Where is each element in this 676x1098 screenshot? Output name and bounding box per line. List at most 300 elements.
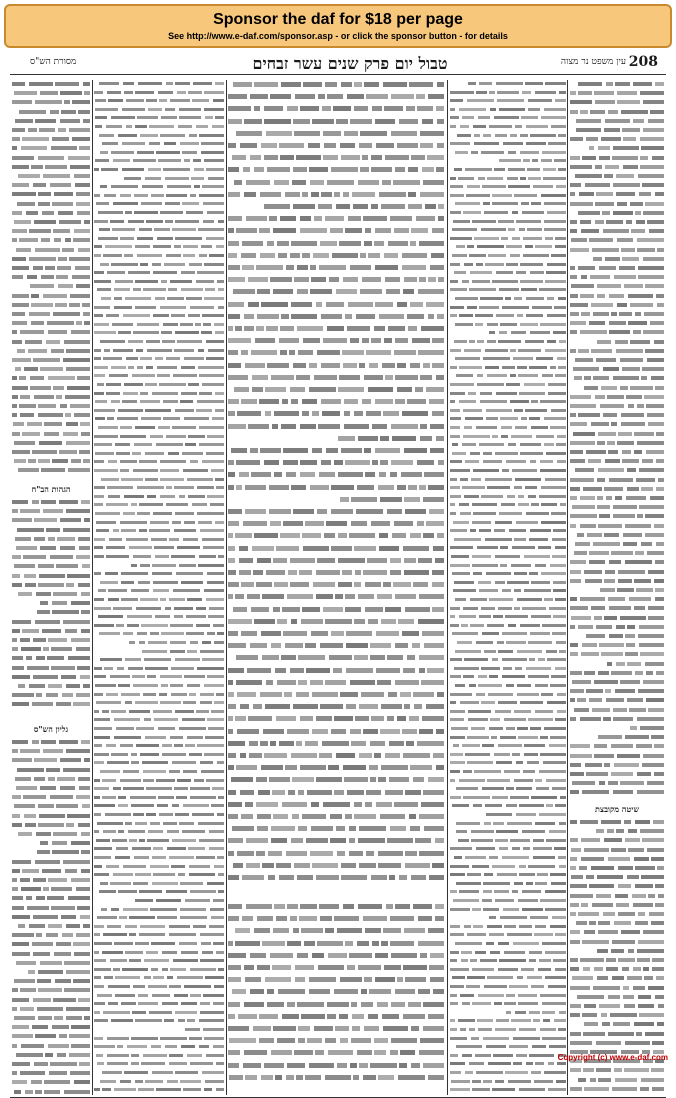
word-mark	[302, 253, 310, 258]
text-line	[450, 925, 566, 928]
word-mark	[626, 220, 632, 224]
word-mark	[112, 839, 127, 842]
word-mark	[644, 312, 664, 316]
word-mark	[264, 753, 287, 758]
word-mark	[531, 400, 538, 403]
word-mark	[179, 822, 194, 825]
word-mark	[228, 904, 242, 909]
text-line	[12, 211, 90, 215]
word-mark	[635, 820, 650, 824]
word-mark	[179, 727, 206, 730]
word-mark	[28, 128, 37, 132]
text-line	[450, 985, 566, 988]
word-mark	[657, 303, 664, 307]
text-line	[450, 968, 566, 971]
word-mark	[31, 294, 39, 298]
word-mark	[136, 727, 154, 730]
word-mark	[558, 366, 566, 369]
text-line	[228, 521, 444, 526]
word-mark	[99, 82, 119, 85]
word-mark	[12, 330, 17, 334]
word-mark	[646, 450, 664, 454]
word-mark	[265, 387, 286, 392]
word-mark	[305, 521, 324, 526]
word-mark	[276, 546, 299, 551]
word-mark	[329, 655, 352, 660]
word-mark	[40, 367, 63, 371]
text-line	[94, 314, 224, 317]
word-mark	[571, 284, 594, 288]
word-mark	[516, 761, 523, 764]
word-mark	[403, 289, 414, 294]
word-mark	[596, 1068, 611, 1072]
word-mark	[175, 82, 190, 85]
word-mark	[477, 383, 504, 386]
word-mark	[143, 770, 166, 773]
word-mark	[450, 1002, 458, 1005]
sponsor-banner[interactable]	[4, 4, 672, 48]
word-mark	[536, 787, 549, 790]
word-mark	[228, 814, 238, 819]
word-mark	[473, 469, 499, 472]
word-mark	[631, 229, 645, 233]
word-mark	[580, 220, 591, 224]
word-mark	[341, 82, 352, 87]
word-mark	[40, 786, 56, 790]
word-mark	[145, 1080, 163, 1083]
word-mark	[594, 754, 614, 758]
word-mark	[570, 838, 578, 842]
word-mark	[101, 478, 119, 481]
text-line	[12, 146, 90, 150]
text-line	[28, 970, 90, 974]
word-mark	[112, 323, 133, 326]
text-line	[450, 194, 566, 197]
word-mark	[300, 424, 316, 429]
word-mark	[358, 838, 385, 843]
word-mark	[331, 167, 358, 172]
word-mark	[94, 951, 99, 954]
word-mark	[74, 952, 90, 956]
word-mark	[408, 1002, 421, 1007]
word-mark	[12, 340, 22, 344]
word-mark	[33, 183, 46, 187]
word-mark	[198, 822, 224, 825]
word-mark	[622, 967, 629, 971]
word-mark	[359, 863, 376, 868]
word-mark	[200, 701, 212, 704]
word-mark	[162, 1002, 178, 1005]
sponsor-title[interactable]: Sponsor the daf for $18 per page	[213, 11, 463, 28]
word-mark	[25, 340, 42, 344]
word-mark	[34, 758, 57, 762]
word-mark	[495, 555, 520, 558]
text-line	[450, 185, 566, 188]
word-mark	[545, 280, 566, 283]
word-mark	[312, 692, 338, 697]
word-mark	[643, 100, 664, 104]
word-mark	[78, 777, 90, 781]
text-line	[94, 770, 224, 773]
word-mark	[241, 350, 248, 355]
word-mark	[256, 326, 264, 331]
word-mark	[653, 820, 664, 824]
word-mark	[570, 1032, 581, 1036]
word-mark	[454, 581, 474, 584]
word-mark	[471, 151, 478, 154]
word-mark	[246, 838, 268, 843]
word-mark	[502, 469, 509, 472]
word-mark	[450, 288, 467, 291]
word-mark	[297, 1002, 324, 1007]
word-mark	[67, 386, 90, 390]
word-mark	[170, 641, 186, 644]
word-mark	[363, 1075, 376, 1080]
text-line	[450, 469, 566, 472]
word-mark	[401, 472, 422, 477]
word-mark	[639, 625, 664, 629]
word-mark	[509, 529, 526, 532]
word-mark	[194, 185, 200, 188]
word-mark	[597, 875, 623, 879]
word-mark	[452, 572, 470, 575]
word-mark	[257, 965, 270, 970]
word-mark	[463, 796, 490, 799]
word-mark	[70, 294, 90, 298]
word-mark	[517, 693, 539, 696]
word-mark	[158, 159, 181, 162]
text-line	[570, 505, 664, 509]
word-mark	[287, 941, 301, 946]
word-mark	[196, 409, 212, 412]
word-mark	[276, 716, 296, 721]
word-mark	[641, 487, 653, 491]
word-mark	[102, 779, 116, 782]
word-mark	[251, 350, 277, 355]
text-line	[450, 116, 566, 119]
word-mark	[94, 503, 103, 506]
word-mark	[531, 581, 550, 584]
word-mark	[504, 951, 525, 954]
word-mark	[123, 787, 144, 790]
word-mark	[302, 411, 309, 416]
word-mark	[122, 142, 145, 145]
word-mark	[245, 485, 266, 490]
word-mark	[450, 529, 467, 532]
word-mark	[353, 204, 368, 209]
text-line	[228, 1050, 444, 1055]
word-mark	[204, 684, 224, 687]
word-mark	[416, 216, 435, 221]
word-mark	[172, 521, 181, 524]
word-mark	[517, 727, 528, 730]
text-line	[228, 485, 444, 490]
word-mark	[462, 744, 480, 747]
text-line	[94, 856, 224, 859]
text-line	[12, 1080, 90, 1084]
word-mark	[202, 314, 224, 317]
word-mark	[157, 237, 173, 240]
word-mark	[293, 509, 314, 514]
word-mark	[465, 460, 479, 463]
word-mark	[144, 959, 169, 962]
word-mark	[75, 183, 90, 187]
word-mark	[133, 684, 158, 687]
word-mark	[35, 248, 60, 252]
word-mark	[410, 826, 420, 831]
word-mark	[511, 331, 526, 334]
word-mark	[555, 667, 566, 670]
word-mark	[391, 131, 417, 136]
word-mark	[129, 641, 135, 644]
word-mark	[182, 452, 203, 455]
word-mark	[213, 899, 224, 902]
word-mark	[409, 82, 433, 87]
word-mark	[234, 387, 249, 392]
word-mark	[633, 967, 641, 971]
word-mark	[645, 533, 664, 537]
word-mark	[397, 716, 406, 721]
text-line	[94, 271, 224, 274]
word-mark	[321, 192, 332, 197]
word-mark	[615, 689, 635, 693]
word-mark	[383, 82, 407, 87]
word-mark	[463, 607, 478, 610]
word-mark	[395, 680, 419, 685]
word-mark	[302, 533, 321, 538]
word-mark	[392, 533, 406, 538]
text-line	[94, 134, 224, 137]
word-mark	[402, 253, 427, 258]
text-line	[570, 995, 664, 999]
text-line	[228, 241, 444, 246]
word-mark	[33, 998, 51, 1002]
word-mark	[374, 1038, 388, 1043]
word-mark	[410, 302, 423, 307]
word-mark	[191, 177, 204, 180]
word-mark	[105, 813, 131, 816]
word-mark	[450, 607, 460, 610]
word-mark	[504, 770, 520, 773]
word-mark	[477, 340, 484, 343]
word-mark	[382, 180, 391, 185]
word-mark	[524, 555, 550, 558]
word-mark	[522, 211, 544, 214]
word-mark	[121, 478, 143, 481]
word-mark	[96, 529, 109, 532]
word-mark	[467, 873, 481, 876]
gemara-column	[228, 80, 444, 895]
word-mark	[228, 472, 235, 477]
word-mark	[450, 624, 459, 627]
word-mark	[274, 472, 282, 477]
text-line	[570, 376, 664, 380]
word-mark	[179, 495, 185, 498]
word-mark	[489, 598, 513, 601]
word-mark	[578, 1078, 586, 1082]
word-mark	[580, 294, 594, 298]
word-mark	[601, 1013, 607, 1017]
word-mark	[94, 873, 109, 876]
word-mark	[628, 949, 634, 953]
word-mark	[560, 503, 566, 506]
word-mark	[310, 680, 323, 685]
word-mark	[259, 1038, 274, 1043]
word-mark	[78, 823, 90, 827]
word-mark	[169, 856, 194, 859]
text-line	[228, 216, 444, 221]
word-mark	[465, 753, 490, 756]
text-line	[94, 538, 224, 541]
word-mark	[483, 882, 510, 885]
word-mark	[423, 363, 430, 368]
word-mark	[613, 1022, 630, 1026]
text-line	[228, 143, 444, 148]
word-mark	[453, 589, 476, 592]
text-line	[593, 735, 664, 739]
word-mark	[570, 303, 588, 307]
word-mark	[12, 395, 18, 399]
word-mark	[167, 185, 191, 188]
word-mark	[343, 765, 366, 770]
text-line	[450, 598, 566, 601]
word-mark	[382, 363, 395, 368]
word-mark	[538, 658, 545, 661]
word-mark	[12, 693, 34, 697]
word-mark	[344, 411, 350, 416]
word-mark	[452, 976, 465, 979]
word-mark	[146, 951, 158, 954]
text-line	[228, 928, 444, 933]
word-mark	[374, 753, 381, 758]
word-mark	[604, 128, 620, 132]
word-mark	[546, 779, 566, 782]
word-mark	[114, 1088, 136, 1091]
word-mark	[312, 448, 322, 453]
word-mark	[501, 237, 508, 240]
word-mark	[156, 779, 175, 782]
word-mark	[127, 615, 152, 618]
word-mark	[214, 641, 224, 644]
word-mark	[403, 965, 427, 970]
word-mark	[54, 238, 61, 242]
word-mark	[199, 555, 216, 558]
word-mark	[570, 744, 590, 748]
word-mark	[20, 330, 44, 334]
word-mark	[479, 529, 491, 532]
word-mark	[73, 979, 90, 983]
word-mark	[172, 761, 196, 764]
word-mark	[450, 564, 470, 567]
word-mark	[288, 790, 295, 795]
word-mark	[618, 884, 631, 888]
word-mark	[172, 839, 196, 842]
word-mark	[643, 967, 649, 971]
word-mark	[487, 976, 513, 979]
text-line	[450, 521, 566, 524]
word-mark	[236, 680, 262, 685]
word-mark	[450, 701, 456, 704]
text-line	[94, 357, 224, 360]
word-mark	[462, 443, 476, 446]
word-mark	[96, 701, 121, 704]
word-mark	[15, 119, 33, 123]
word-mark	[179, 108, 201, 111]
word-mark	[175, 658, 200, 661]
word-mark	[338, 558, 365, 563]
word-mark	[180, 908, 206, 911]
word-mark	[155, 615, 170, 618]
word-mark	[71, 459, 81, 463]
text-line	[228, 253, 444, 258]
word-mark	[12, 620, 31, 624]
word-mark	[143, 1054, 167, 1057]
word-mark	[19, 238, 38, 242]
word-mark	[581, 275, 587, 279]
word-mark	[640, 165, 664, 169]
word-mark	[45, 266, 55, 270]
word-mark	[435, 904, 444, 909]
word-mark	[33, 358, 60, 362]
word-mark	[390, 558, 401, 563]
text-line	[570, 1078, 664, 1082]
word-mark	[397, 977, 403, 982]
word-mark	[459, 314, 473, 317]
word-mark	[157, 916, 177, 919]
word-mark	[467, 306, 477, 309]
word-mark	[597, 949, 608, 953]
word-mark	[189, 873, 215, 876]
word-mark	[216, 1062, 224, 1065]
word-mark	[48, 878, 67, 882]
word-mark	[549, 744, 566, 747]
word-mark	[214, 985, 224, 988]
word-mark	[276, 916, 287, 921]
word-mark	[165, 607, 171, 610]
text-line	[570, 1013, 664, 1017]
word-mark	[614, 921, 631, 925]
word-mark	[389, 777, 409, 782]
word-mark	[113, 202, 138, 205]
word-mark	[163, 168, 190, 171]
word-mark	[63, 860, 90, 864]
word-mark	[404, 570, 429, 575]
word-mark	[228, 399, 239, 404]
word-mark	[153, 976, 164, 979]
word-mark	[331, 546, 352, 551]
word-mark	[490, 108, 496, 111]
word-mark	[336, 753, 355, 758]
word-mark	[174, 744, 183, 747]
word-mark	[183, 1088, 201, 1091]
word-mark	[605, 165, 619, 169]
word-mark	[210, 908, 224, 911]
word-mark	[135, 125, 147, 128]
word-mark	[422, 631, 444, 636]
word-mark	[510, 349, 516, 352]
word-mark	[638, 266, 664, 270]
copyright-link[interactable]: Copyright (c) www.e-daf.com	[557, 1053, 668, 1062]
word-mark	[535, 882, 547, 885]
word-mark	[570, 1041, 592, 1045]
word-mark	[584, 1022, 598, 1026]
word-mark	[228, 119, 242, 124]
word-mark	[73, 702, 90, 706]
word-mark	[216, 1088, 224, 1091]
text-line	[570, 976, 664, 980]
word-mark	[389, 875, 395, 880]
text-line	[12, 91, 90, 95]
